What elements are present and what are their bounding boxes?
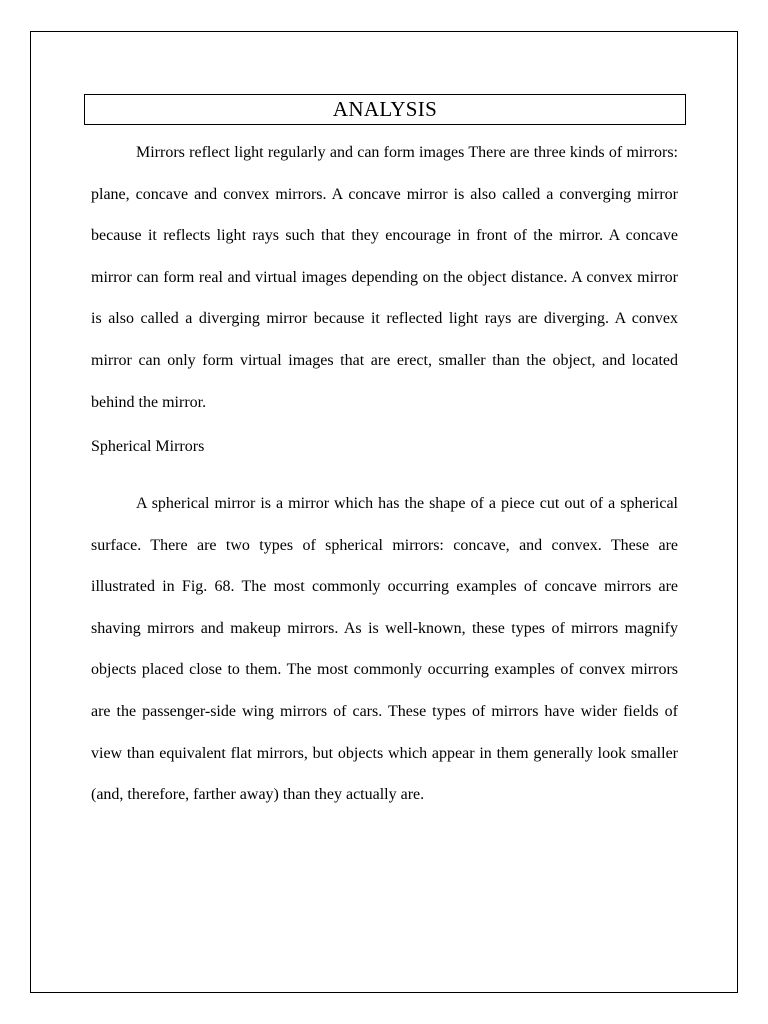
spherical-mirrors-paragraph: A spherical mirror is a mirror which has the shape of a piece cut out of a spherical surface. There are two types of spherical mirrors: concave, and convex. These are illustrated in Fig. 68. The most commonly occurring examples of concave mirrors are shaving mirrors and makeup mirrors. As is well-known, these types of mirrors magnify objects placed close to them. The most commonly occurring examples of convex mirrors are the passenger-side wing mirrors of cars. These types of mirrors have wider fields of view than equivalent flat mirrors, but objects which appear in them generally look smaller (and, therefore, farther away) than they actually are. <box>91 495 678 804</box>
intro-paragraph: Mirrors reflect light regularly and can form images There are three kinds of mirrors: plane, concave and convex mirrors. A concave mirror is also called a converging mirror because it reflects light rays such that they encourage in front of the mirror. A concave mirror can form real and virtual images depending on the object distance. A convex mirror is also called a diverging mirror because it reflected light rays are diverging. A convex mirror can only form virtual images that are erect, smaller than the object, and located behind the mirror. <box>91 144 678 411</box>
section-heading: Spherical Mirrors <box>91 438 205 455</box>
document-page <box>30 31 738 993</box>
page-title: ANALYSIS <box>84 94 686 125</box>
